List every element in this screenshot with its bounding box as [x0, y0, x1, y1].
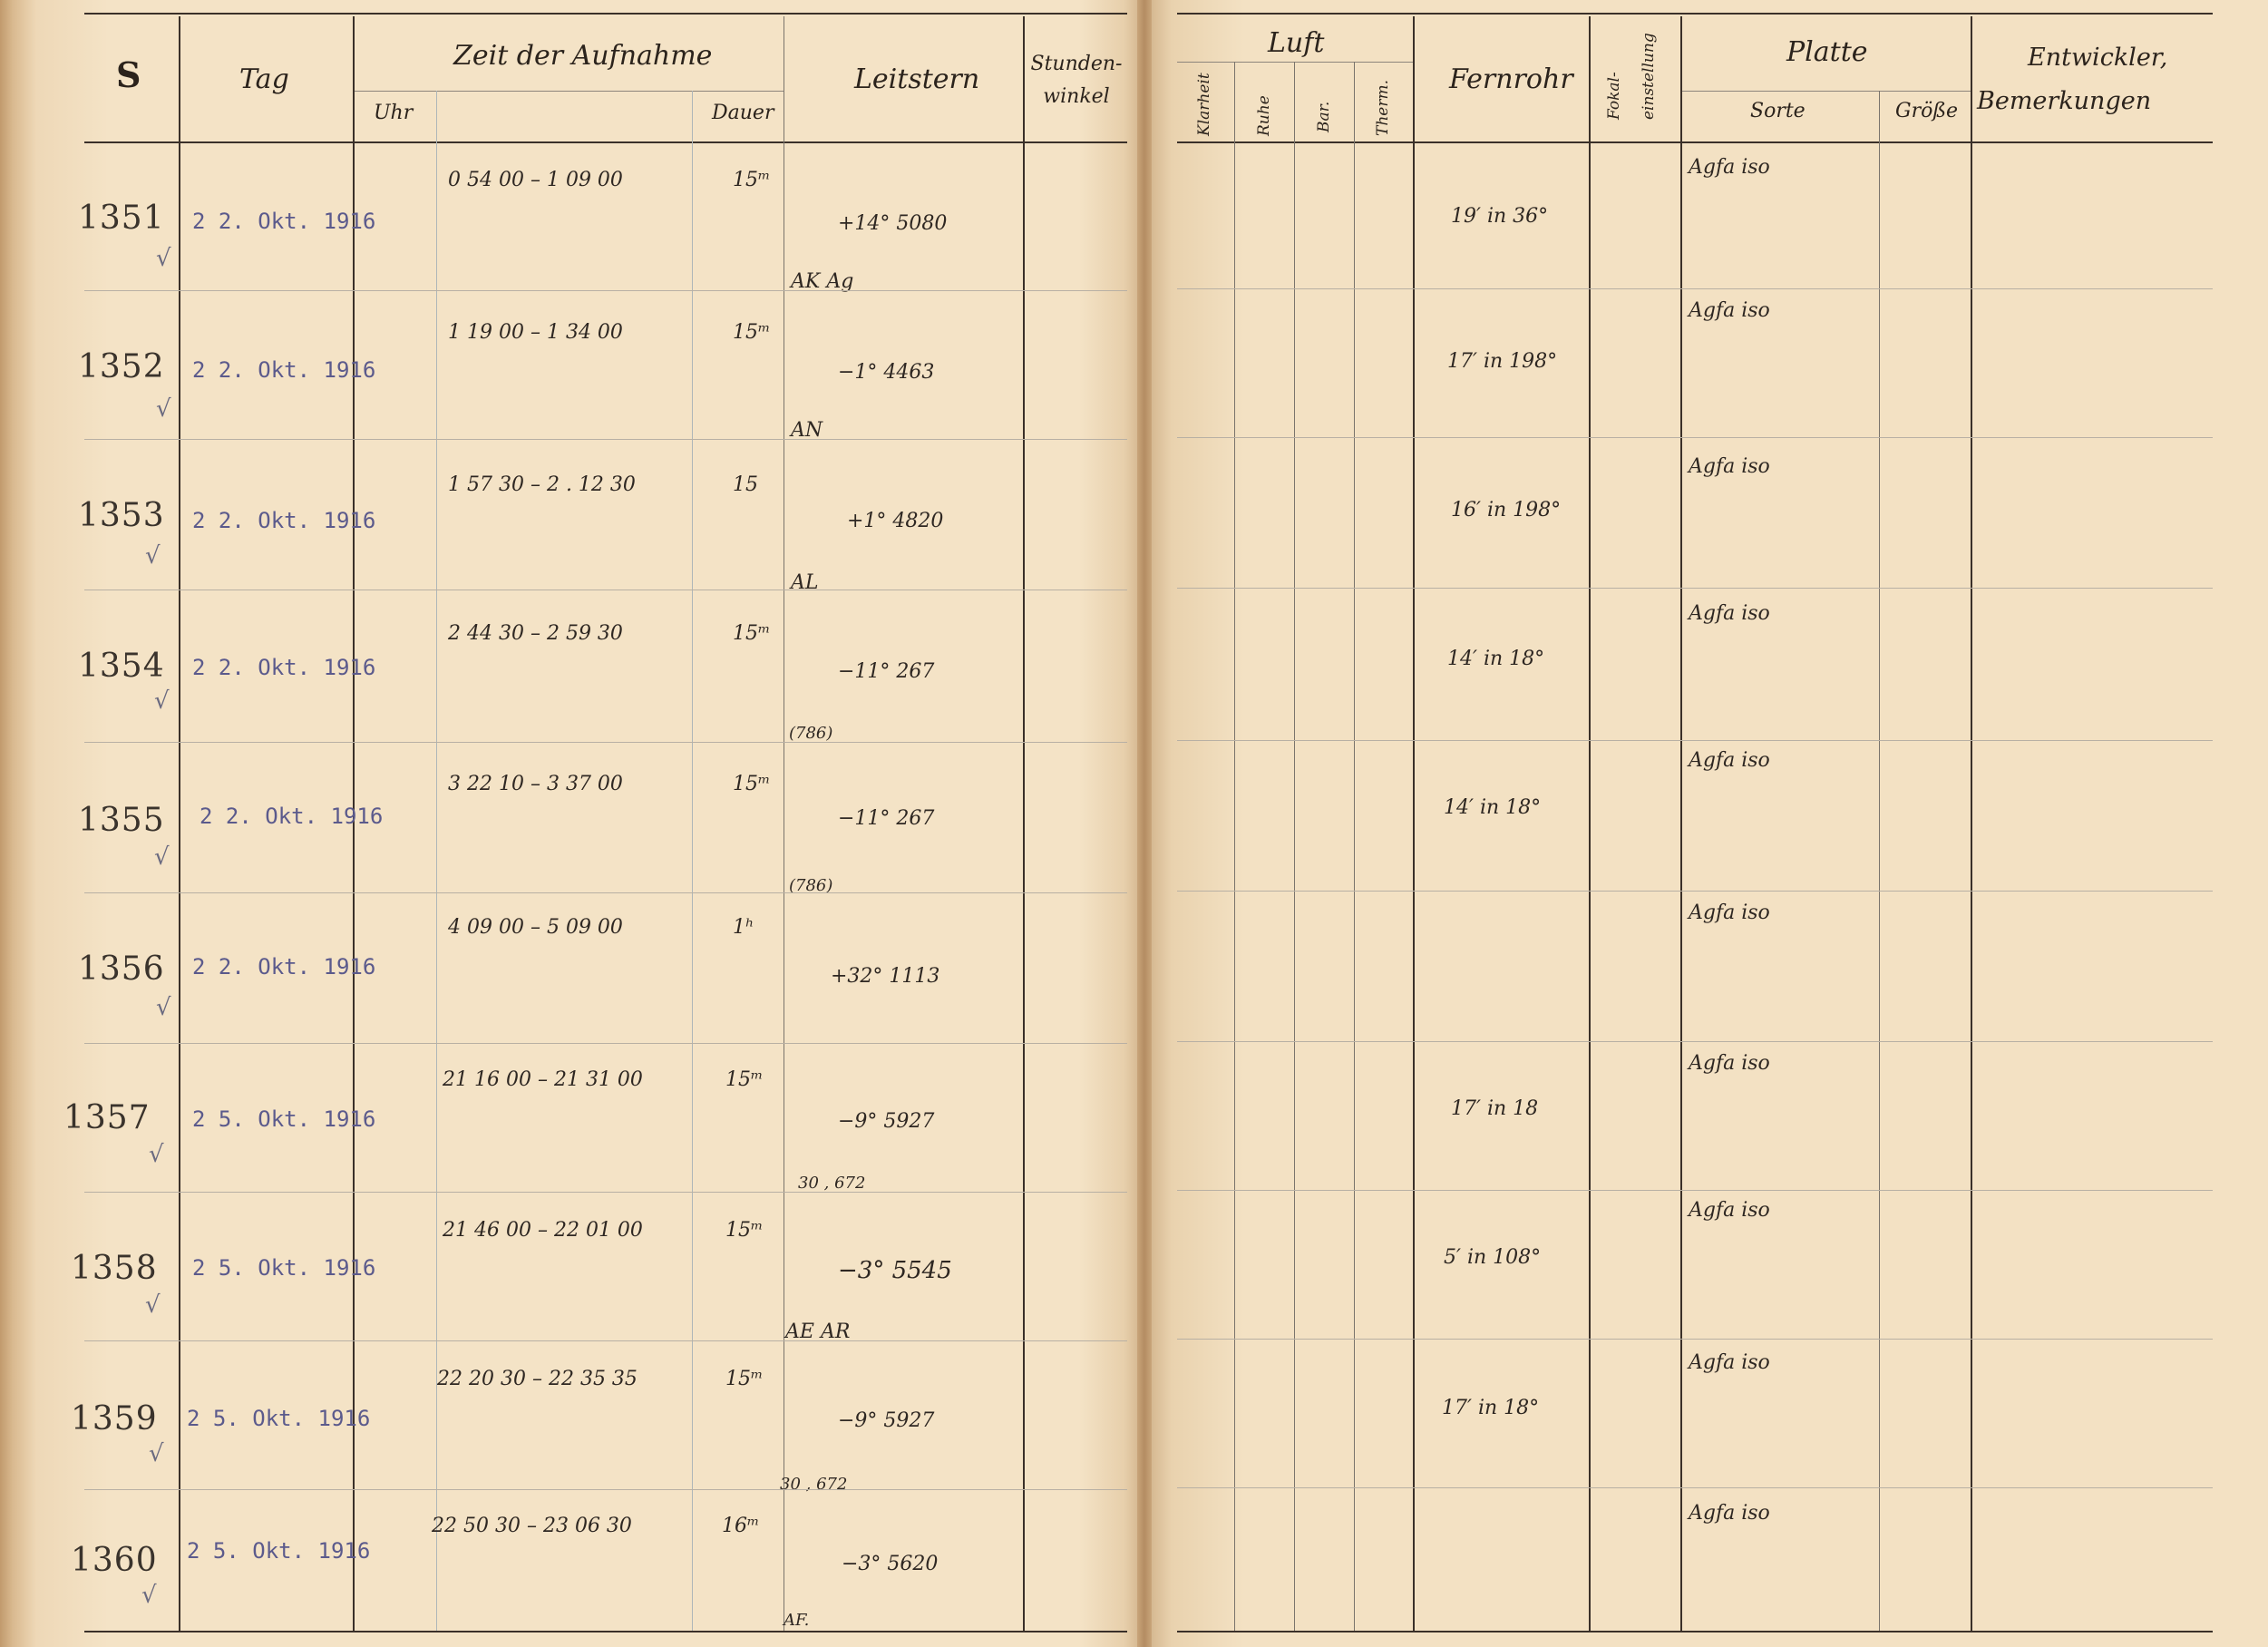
row-9-zeit: 22 20 30 – 22 35 35	[437, 1368, 638, 1390]
col-rule-uhr	[436, 91, 437, 1631]
right-page	[1144, 0, 2268, 1647]
row-3-s: 1353	[78, 497, 165, 534]
col-rule-ruhe	[1294, 62, 1295, 1631]
row-10-tag: 2 5. Okt. 1916	[187, 1538, 371, 1564]
row-1-dauer: 15ᵐ	[733, 169, 771, 191]
luft-sub-rule	[1177, 62, 1413, 63]
header-fokal-2: einstellung	[1640, 33, 1658, 120]
row-8-leitstern: −3° 5545	[838, 1257, 952, 1284]
row-5-sorte: Agfa iso	[1689, 749, 1770, 772]
row-4-tick: √	[154, 687, 170, 715]
row-9-dauer: 15ᵐ	[725, 1368, 764, 1390]
row-3-rule-right	[1177, 588, 2213, 589]
row-8-rule-right	[1177, 1339, 2213, 1340]
row-3-note: AL	[791, 571, 819, 594]
header-ruhe: Ruhe	[1255, 95, 1273, 136]
row-7-rule-right	[1177, 1190, 2213, 1191]
row-2-note: AN	[791, 419, 823, 442]
col-rule-luft	[1413, 16, 1415, 1631]
row-5-zeit: 3 22 10 – 3 37 00	[448, 773, 623, 795]
col-rule-fokal	[1680, 16, 1682, 1631]
col-rule-sek	[692, 91, 693, 1631]
row-5-note: (786)	[789, 876, 833, 895]
row-4-s: 1354	[78, 648, 165, 685]
row-3-fernrohr: 16′ in 198°	[1451, 499, 1562, 521]
row-9-fernrohr: 17′ in 18°	[1442, 1397, 1540, 1419]
header-dauer: Dauer	[712, 102, 774, 124]
row-10-sorte: Agfa iso	[1689, 1502, 1770, 1525]
row-4-dauer: 15ᵐ	[733, 622, 771, 645]
row-9-rule-right	[1177, 1487, 2213, 1488]
row-5-dauer: 15ᵐ	[733, 773, 771, 795]
row-4-rule-right	[1177, 740, 2213, 741]
right-bottom-rule	[1177, 1631, 2213, 1632]
row-7-fernrohr: 17′ in 18	[1451, 1097, 1539, 1120]
row-7-tag: 2 5. Okt. 1916	[192, 1106, 376, 1132]
row-7-sorte: Agfa iso	[1689, 1052, 1770, 1075]
row-8-tick: √	[145, 1291, 161, 1319]
row-5-leitstern: −11° 267	[838, 807, 935, 830]
row-5-rule-right	[1177, 891, 2213, 892]
header-s: S	[116, 54, 141, 95]
row-8-rule-left	[84, 1340, 1127, 1341]
header-leitstern: Leitstern	[854, 63, 980, 95]
header-uhr: Uhr	[374, 102, 414, 124]
header-platte: Platte	[1786, 36, 1868, 68]
left-header-rule	[84, 141, 1127, 143]
row-3-dauer: 15	[733, 473, 758, 496]
row-8-fernrohr: 5′ in 108°	[1444, 1246, 1542, 1269]
row-4-fernrohr: 14′ in 18°	[1447, 648, 1545, 670]
row-4-rule-left	[84, 742, 1127, 743]
row-7-s: 1357	[63, 1099, 151, 1136]
header-bar: Bar.	[1315, 101, 1333, 132]
header-luft: Luft	[1268, 27, 1325, 59]
row-10-dauer: 16ᵐ	[722, 1515, 760, 1537]
row-9-sorte: Agfa iso	[1689, 1351, 1770, 1374]
row-2-rule-right	[1177, 437, 2213, 438]
row-9-leitstern: −9° 5927	[838, 1409, 935, 1432]
header-tag: Tag	[239, 63, 289, 95]
row-4-leitstern: −11° 267	[838, 660, 935, 683]
row-3-tag: 2 2. Okt. 1916	[192, 508, 376, 533]
row-6-zeit: 4 09 00 – 5 09 00	[448, 916, 623, 939]
row-2-fernrohr: 17′ in 198°	[1447, 350, 1558, 373]
zeit-sub-rule	[354, 91, 784, 92]
row-9-rule-left	[84, 1489, 1127, 1490]
row-7-rule-left	[84, 1192, 1127, 1193]
row-3-leitstern: +1° 4820	[847, 510, 944, 532]
row-9-tick: √	[149, 1440, 164, 1467]
row-1-tick: √	[156, 245, 171, 272]
row-5-rule-left	[84, 892, 1127, 893]
row-4-zeit: 2 44 30 – 2 59 30	[448, 622, 623, 645]
row-5-fernrohr: 14′ in 18°	[1444, 796, 1542, 819]
row-4-note: (786)	[789, 724, 833, 743]
row-2-rule-left	[84, 439, 1127, 440]
row-5-tick: √	[154, 843, 170, 871]
header-entwickler-1: Entwickler,	[2028, 44, 2168, 72]
row-8-zeit: 21 46 00 – 22 01 00	[443, 1219, 643, 1242]
row-9-note: 30 , 672	[780, 1475, 848, 1494]
row-1-note: AK Ag	[791, 270, 854, 293]
row-3-sorte: Agfa iso	[1689, 455, 1770, 478]
left-bottom-rule	[84, 1631, 1127, 1632]
row-1-sorte: Agfa iso	[1689, 156, 1770, 179]
row-5-s: 1355	[78, 802, 165, 839]
header-entwickler-2: Bemerkungen	[1977, 87, 2152, 115]
col-rule-platte	[1971, 16, 1972, 1631]
col-rule-leitstern	[1023, 16, 1025, 1631]
right-top-rule	[1177, 13, 2213, 15]
row-7-note: 30 , 672	[798, 1174, 866, 1193]
platte-sub-rule	[1681, 91, 1971, 92]
row-10-tick: √	[141, 1582, 157, 1609]
row-2-tag: 2 2. Okt. 1916	[192, 357, 376, 383]
row-3-tick: √	[145, 542, 161, 570]
row-1-s: 1351	[78, 200, 165, 237]
row-10-note: AF.	[784, 1611, 810, 1630]
row-2-sorte: Agfa iso	[1689, 299, 1770, 322]
header-zeit: Zeit der Aufnahme	[453, 40, 713, 72]
left-top-rule	[84, 13, 1127, 15]
header-fernrohr: Fernrohr	[1449, 63, 1573, 95]
row-6-rule-right	[1177, 1041, 2213, 1042]
row-8-note: AE AR	[785, 1321, 851, 1343]
row-1-leitstern: +14° 5080	[838, 212, 948, 235]
row-7-tick: √	[149, 1141, 164, 1168]
row-8-tag: 2 5. Okt. 1916	[192, 1255, 376, 1281]
row-6-dauer: 1ʰ	[733, 916, 754, 939]
row-7-leitstern: −9° 5927	[838, 1110, 935, 1133]
header-klarheit: Klarheit	[1195, 73, 1213, 136]
row-6-tick: √	[156, 994, 171, 1021]
row-8-dauer: 15ᵐ	[725, 1219, 764, 1242]
row-4-tag: 2 2. Okt. 1916	[192, 655, 376, 680]
row-1-zeit: 0 54 00 – 1 09 00	[448, 169, 623, 191]
header-sorte: Sorte	[1750, 100, 1806, 122]
header-fokal-1: Fokal-	[1605, 72, 1623, 120]
book-gutter	[1137, 0, 1152, 1647]
row-10-leitstern: −3° 5620	[842, 1553, 939, 1575]
col-rule-fernrohr	[1589, 16, 1591, 1631]
right-header-rule	[1177, 141, 2213, 143]
row-6-rule-left	[84, 1043, 1127, 1044]
header-therm: Therm.	[1374, 80, 1392, 136]
row-5-tag: 2 2. Okt. 1916	[200, 804, 384, 829]
row-9-tag: 2 5. Okt. 1916	[187, 1406, 371, 1431]
row-6-sorte: Agfa iso	[1689, 901, 1770, 924]
row-7-zeit: 21 16 00 – 21 31 00	[443, 1068, 643, 1091]
row-2-s: 1352	[78, 348, 165, 385]
row-2-dauer: 15ᵐ	[733, 321, 771, 344]
row-1-rule-right	[1177, 288, 2213, 289]
row-8-s: 1358	[71, 1250, 158, 1287]
header-stundenwinkel-2: winkel	[1043, 85, 1110, 108]
row-2-zeit: 1 19 00 – 1 34 00	[448, 321, 623, 344]
header-groesse: Größe	[1895, 100, 1959, 122]
header-stundenwinkel-1: Stunden-	[1030, 53, 1123, 75]
row-2-tick: √	[156, 395, 171, 423]
row-10-zeit: 22 50 30 – 23 06 30	[432, 1515, 632, 1537]
row-1-tag: 2 2. Okt. 1916	[192, 209, 376, 234]
row-9-s: 1359	[71, 1400, 158, 1437]
row-6-s: 1356	[78, 950, 165, 988]
row-10-s: 1360	[71, 1542, 158, 1579]
row-1-rule-left	[84, 290, 1127, 291]
row-3-zeit: 1 57 30 – 2 . 12 30	[448, 473, 636, 496]
row-6-leitstern: +32° 1113	[831, 965, 940, 988]
row-6-tag: 2 2. Okt. 1916	[192, 954, 376, 979]
row-1-fernrohr: 19′ in 36°	[1451, 205, 1549, 228]
col-rule-sorte	[1879, 91, 1880, 1631]
row-4-sorte: Agfa iso	[1689, 602, 1770, 625]
row-7-dauer: 15ᵐ	[725, 1068, 764, 1091]
col-rule-bar	[1354, 62, 1355, 1631]
row-8-sorte: Agfa iso	[1689, 1199, 1770, 1222]
col-rule-klarheit	[1234, 62, 1235, 1631]
row-2-leitstern: −1° 4463	[838, 361, 935, 384]
col-rule-s	[179, 16, 180, 1631]
